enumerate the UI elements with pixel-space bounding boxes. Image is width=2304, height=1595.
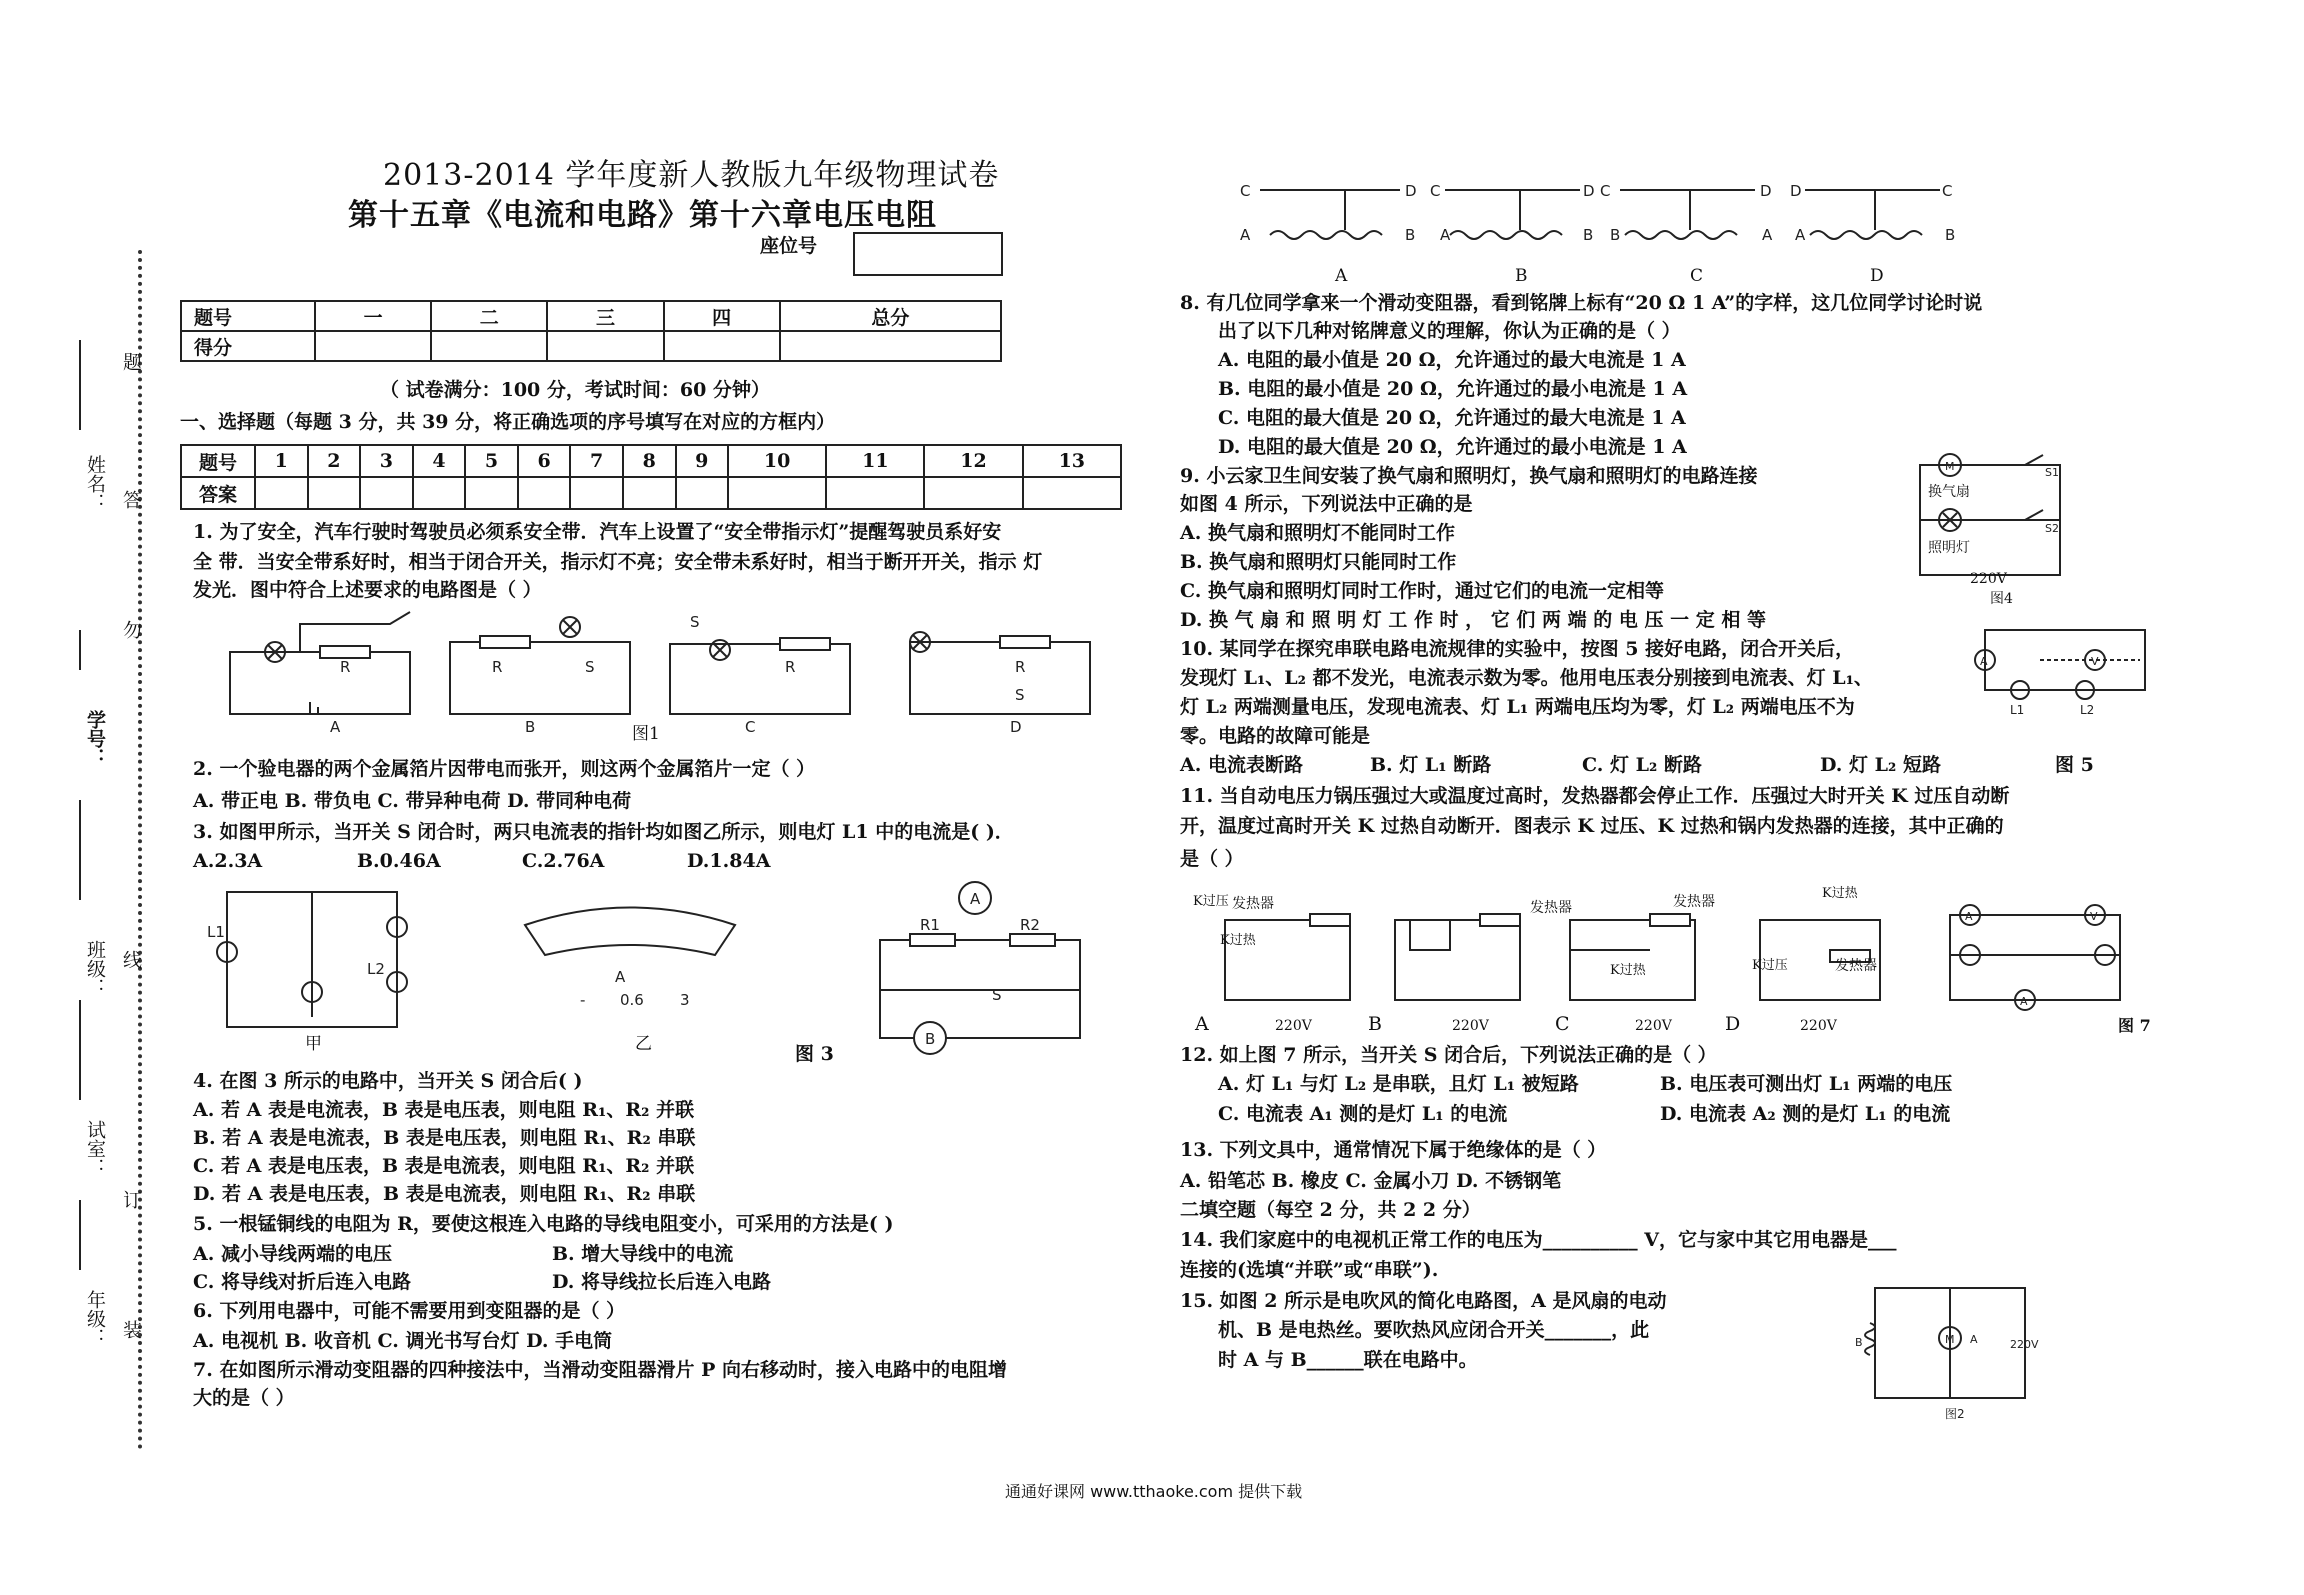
q5-text: 5. 一根锰铜线的电阻为 R，要使这根连入电路的导线电阻变小，可采用的方法是( ) [193, 1213, 894, 1235]
svg-text:-: - [580, 991, 586, 1009]
fig-jia-label: 甲 [305, 1034, 322, 1054]
svg-text:A: A [1980, 655, 1988, 668]
svg-text:B: B [1610, 226, 1621, 244]
q4-option: C. 若 A 表是电压表，B 表是电流表，则电阻 R₁、R₂ 并联 [193, 1155, 695, 1177]
svg-text:C: C [1240, 182, 1251, 200]
fig4-voltage: 220V [1970, 571, 2007, 587]
svg-text:A: A [1440, 226, 1451, 244]
q8-option: A. 电阻的最小值是 20 Ω，允许通过的最大电流是 1 A [1218, 349, 1686, 371]
k-over-label: K过压 [1752, 958, 1788, 973]
side-class: 班级： [84, 940, 106, 997]
q11-text: 开，温度过高时开关 K 过热自动断开．图表示 K 过压、K 过热和锅内发热器的连接，其中正确的 [1180, 815, 2004, 837]
q9-option: C. 换气扇和照明灯同时工作时，通过它们的电流一定相等 [1180, 580, 1665, 602]
answer-cell[interactable] [826, 477, 924, 509]
rheostat-c [1600, 182, 1773, 244]
svg-text:C: C [1430, 182, 1441, 200]
fig-yi-meter [520, 905, 740, 1015]
q9-option: D. 换 气 扇 和 照 明 灯 工 作 时 ， 它 们 两 端 的 电 压 一 定 相 等 [1180, 609, 1766, 631]
svg-text:R1: R1 [920, 916, 940, 934]
svg-text:C: C [1600, 182, 1611, 200]
svg-text:C: C [745, 718, 756, 736]
q12-option: B. 电压表可测出灯 L₁ 两端的电压 [1660, 1073, 1953, 1095]
q3-text: 3. 如图甲所示，当开关 S 闭合时，两只电流表的指针均如图乙所示，则电灯 L1 中的电流是( )． [193, 821, 1014, 843]
q12-text: 12. 如上图 7 所示，当开关 S 闭合后，下列说法正确的是（ ） [1180, 1044, 1717, 1066]
rheostat-d [1790, 182, 1955, 244]
svg-text:D: D [1583, 182, 1595, 200]
q10-text: 10. 某同学在探究串联电路电流规律的实验中，按图 5 接好电路，闭合开关后， [1180, 638, 1855, 660]
fig5-circuit [1980, 620, 2150, 720]
answer-cell[interactable] [413, 477, 466, 509]
score-header: 题号 [181, 301, 315, 331]
svg-text:B: B [525, 718, 536, 736]
q2-text: 2. 一个验电器的两个金属箔片因带电而张开，则这两个金属箔片一定（ ） [193, 758, 816, 780]
q5-option: A. 减小导线两端的电压 [193, 1243, 392, 1265]
q8-option: C. 电阻的最大值是 20 Ω，允许通过的最大电流是 1 A [1218, 407, 1686, 429]
q11-text: 是（ ） [1180, 848, 1244, 870]
fig4-lamp-label: 照明灯 [1928, 540, 1970, 556]
svg-text:B: B [1583, 226, 1594, 244]
answer-cell[interactable] [623, 477, 676, 509]
q8-text: 出了以下几种对铭牌意义的理解，你认为正确的是（ ） [1218, 320, 1681, 342]
answer-num: 10 [728, 445, 826, 477]
side-hall: 试室： [84, 1120, 106, 1177]
score-table [180, 300, 1002, 362]
q9-text: 如图 4 所示，下列说法中正确的是 [1180, 493, 1473, 515]
fig5-label: 图 5 [2055, 754, 2094, 776]
q6-text: 6. 下列用电器中，可能不需要用到变阻器的是（ ） [193, 1300, 626, 1322]
answer-cell[interactable] [728, 477, 826, 509]
svg-text:A: A [1762, 226, 1773, 244]
voltage-label: 220V [1800, 1018, 1837, 1034]
heater-label: 发热器 [1232, 896, 1274, 912]
q10-text: 零。电路的故障可能是 [1180, 725, 1371, 747]
score-header: 总分 [780, 301, 1001, 331]
q15-text: 时 A 与 B______联在电路中。 [1218, 1349, 1478, 1371]
k-heat-label: K过热 [1610, 963, 1646, 978]
q3-option: D.1.84A [687, 850, 771, 872]
q5-option: B. 增大导线中的电流 [552, 1243, 734, 1265]
answer-cell[interactable] [255, 477, 308, 509]
svg-text:220V: 220V [2010, 1338, 2039, 1351]
svg-text:R: R [785, 658, 796, 676]
svg-text:L1: L1 [2010, 703, 2025, 717]
svg-text:A: A [2020, 995, 2028, 1008]
q4-option: D. 若 A 表是电压表，B 表是电流表，则电阻 R₁、R₂ 串联 [193, 1183, 696, 1205]
answer-num: 13 [1023, 445, 1121, 477]
answer-num: 2 [308, 445, 361, 477]
q9-text: 9. 小云家卫生间安装了换气扇和照明灯，换气扇和照明灯的电路连接 [1180, 465, 1758, 487]
svg-text:S1: S1 [2045, 466, 2059, 479]
fig4-label: 图4 [1990, 591, 2013, 607]
k-heat-label: K过热 [1220, 933, 1256, 948]
q5-option: C. 将导线对折后连入电路 [193, 1271, 412, 1293]
q8-option: D. 电阻的最大值是 20 Ω，允许通过的最小电流是 1 A [1218, 436, 1687, 458]
circuit-c [670, 613, 850, 736]
section2-heading: 二填空题（每空 2 分，共 2 2 分） [1180, 1199, 1481, 1221]
fig1-label: 图1 [632, 724, 660, 744]
q1-text: 全 带．当安全带系好时，相当于闭合开关，指示灯不亮；安全带未系好时，相当于断开开关，指示 灯 [193, 551, 1043, 573]
svg-text:A: A [1965, 910, 1973, 923]
answer-cell[interactable] [1023, 477, 1121, 509]
seal-char: 答 [120, 490, 142, 509]
circuit-d [910, 632, 1090, 736]
circuit-a [230, 612, 410, 736]
answer-header: 题号 [181, 445, 255, 477]
answer-cell[interactable] [676, 477, 729, 509]
q8-text: 8. 有几位同学拿来一个滑动变阻器，看到铭牌上标有“20 Ω 1 A”的字样，这几位同学讨论时说 [1180, 292, 1983, 314]
fig4-fan-label: 换气扇 [1928, 484, 1970, 500]
score-cell[interactable] [780, 331, 1001, 361]
circuit-b [450, 617, 630, 736]
svg-text:B: B [925, 1030, 936, 1048]
q4-text: 4. 在图 3 所示的电路中，当开关 S 闭合后( ) [193, 1070, 583, 1092]
voltage-label: 220V [1275, 1018, 1312, 1034]
seal-char: 勿 [120, 620, 142, 639]
score-cell[interactable] [315, 331, 431, 361]
rheostat-label: A [1335, 266, 1348, 286]
svg-text:L2: L2 [367, 960, 385, 978]
seal-char: 装 [120, 1320, 142, 1339]
answer-cell[interactable] [924, 477, 1022, 509]
score-header: 二 [431, 301, 547, 331]
rheostat-label: B [1515, 266, 1528, 286]
q14-text: 连接的(选填“并联”或“串联”). [1180, 1259, 1439, 1281]
q12-option: D. 电流表 A₂ 测的是灯 L₁ 的电流 [1660, 1103, 1951, 1125]
q3-option: A.2.3A [193, 850, 263, 872]
svg-text:D: D [1405, 182, 1417, 200]
score-cell[interactable] [664, 331, 780, 361]
answer-num: 3 [360, 445, 413, 477]
answer-num: 1 [255, 445, 308, 477]
svg-text:D: D [1790, 182, 1802, 200]
svg-text:A: A [970, 890, 981, 908]
answer-num: 12 [924, 445, 1022, 477]
svg-text:S: S [992, 986, 1002, 1004]
q2-options: A. 带正电 B. 带负电 C. 带异种电荷 D. 带同种电荷 [193, 790, 632, 812]
svg-text:R: R [340, 658, 351, 676]
q12-option: C. 电流表 A₁ 测的是灯 L₁ 的电流 [1218, 1103, 1508, 1125]
q11-option-c: C [1555, 1013, 1570, 1035]
fig7-circuit [1945, 900, 2145, 1010]
seal-char: 题 [120, 352, 142, 371]
q3-option: B.0.46A [357, 850, 441, 872]
answer-header: 答案 [181, 477, 255, 509]
svg-text:S: S [690, 613, 700, 631]
fig-rheostats [1240, 170, 1970, 270]
svg-text:V: V [2090, 910, 2098, 923]
side-grade: 年级： [84, 1290, 106, 1347]
score-header: 一 [315, 301, 431, 331]
svg-text:M: M [1945, 460, 1955, 473]
svg-text:S2: S2 [2045, 522, 2059, 535]
answer-cell[interactable] [518, 477, 571, 509]
q14-text: 14. 我们家庭中的电视机正常工作的电压为__________ V，它与家中其它用电器是___ [1180, 1229, 1897, 1251]
svg-text:B: B [1945, 226, 1956, 244]
score-row-label: 得分 [181, 331, 315, 361]
svg-text:S: S [585, 658, 595, 676]
svg-text:D: D [1760, 182, 1772, 200]
q1-text: 发光．图中符合上述要求的电路图是（ ） [193, 579, 542, 601]
svg-text:L2: L2 [2080, 703, 2095, 717]
svg-text:C: C [1942, 182, 1953, 200]
fig-yi-label: 乙 [635, 1034, 652, 1054]
footer-credit: 通通好课网 www.tthaoke.com 提供下载 [1005, 1482, 1303, 1501]
fig3-label: 图 3 [795, 1043, 834, 1065]
answer-num: 9 [676, 445, 729, 477]
q15-text: 15. 如图 2 所示是电吹风的简化电路图，A 是风扇的电动 [1180, 1290, 1667, 1312]
q10-option: C. 灯 L₂ 断路 [1582, 754, 1702, 776]
svg-text:图2: 图2 [1945, 1407, 1965, 1421]
answer-num: 4 [413, 445, 466, 477]
rheostat-label: C [1690, 266, 1704, 286]
answer-num: 8 [623, 445, 676, 477]
fig7-label: 图 7 [2118, 1016, 2151, 1035]
page-title: 2013-2014 学年度新人教版九年级物理试卷 [383, 158, 1000, 193]
side-number: 学号： [84, 710, 106, 767]
fig3-circuit [870, 880, 1090, 1060]
seal-char: 线 [120, 950, 142, 969]
voltage-label: 220V [1452, 1018, 1489, 1034]
svg-text:A: A [1795, 226, 1806, 244]
circuit-11b [1395, 914, 1520, 1000]
q8-option: B. 电阻的最小值是 20 Ω，允许通过的最小电流是 1 A [1218, 378, 1688, 400]
answer-num: 11 [826, 445, 924, 477]
svg-text:A: A [1240, 226, 1251, 244]
answer-cell[interactable] [360, 477, 413, 509]
section1-heading: 一、选择题（每题 3 分，共 39 分，将正确选项的序号填写在对应的方框内） [180, 411, 836, 433]
q13-text: 13. 下列文具中，通常情况下属于绝缘体的是（ ） [1180, 1139, 1607, 1161]
score-cell[interactable] [431, 331, 547, 361]
exam-info: （ 试卷满分：100 分，考试时间：60 分钟） [380, 379, 770, 401]
answer-num: 6 [518, 445, 571, 477]
seat-label: 座位号 [760, 235, 818, 257]
svg-text:A: A [615, 968, 626, 986]
svg-text:0.6: 0.6 [620, 991, 644, 1009]
q10-option: B. 灯 L₁ 断路 [1370, 754, 1492, 776]
q1-text: 1. 为了安全，汽车行驶时驾驶员必须系安全带．汽车上设置了“安全带指示灯”提醒驾驶员系好安 [193, 521, 1002, 543]
svg-text:D: D [1010, 718, 1022, 736]
rheostat-b [1430, 182, 1595, 244]
answer-cell[interactable] [465, 477, 518, 509]
seal-char: 订 [120, 1190, 142, 1209]
q13-options: A. 铅笔芯 B. 橡皮 C. 金属小刀 D. 不锈钢笔 [1180, 1170, 1562, 1192]
fig-jia-circuit [207, 882, 412, 1032]
svg-text:B: B [1855, 1336, 1863, 1349]
answer-num: 5 [465, 445, 518, 477]
score-cell[interactable] [547, 331, 663, 361]
heater-label: 发热器 [1673, 894, 1715, 910]
rheostat-a [1240, 182, 1417, 244]
q11-option-a: A [1195, 1013, 1209, 1035]
q11-option-b: B [1368, 1013, 1382, 1035]
answer-table [180, 444, 1122, 510]
q10-text: 发现灯 L₁、L₂ 都不发光，电流表示数为零。他用电压表分别接到电流表、灯 L₁、 [1180, 667, 1873, 689]
page-subtitle: 第十五章《电流和电路》第十六章电压电阻 [348, 198, 937, 233]
svg-text:L1: L1 [207, 923, 225, 941]
heater-label: 发热器 [1835, 958, 1877, 974]
q4-option: A. 若 A 表是电流表，B 表是电压表，则电阻 R₁、R₂ 并联 [193, 1099, 695, 1121]
svg-text:R: R [1015, 658, 1026, 676]
svg-text:S: S [1015, 686, 1025, 704]
q10-text: 灯 L₂ 两端测量电压，发现电流表、灯 L₁ 两端电压均为零，灯 L₂ 两端电压不为 [1180, 696, 1855, 718]
score-header: 三 [547, 301, 663, 331]
q12-option: A. 灯 L₁ 与灯 L₂ 是串联，且灯 L₁ 被短路 [1218, 1073, 1579, 1095]
seat-box[interactable] [853, 232, 1003, 276]
q3-option: C.2.76A [522, 850, 605, 872]
q6-options: A. 电视机 B. 收音机 C. 调光书写台灯 D. 手电筒 [193, 1330, 613, 1352]
svg-text:R2: R2 [1020, 916, 1040, 934]
heater-label: 发热器 [1530, 900, 1572, 916]
svg-text:A: A [1970, 1333, 1978, 1346]
svg-text:3: 3 [680, 991, 690, 1009]
q11-option-d: D [1725, 1013, 1741, 1035]
voltage-label: 220V [1635, 1018, 1672, 1034]
side-name: 姓名： [84, 455, 106, 512]
q10-option: D. 灯 L₂ 短路 [1820, 754, 1941, 776]
q4-option: B. 若 A 表是电流表，B 表是电压表，则电阻 R₁、R₂ 串联 [193, 1127, 696, 1149]
svg-text:R: R [492, 658, 503, 676]
answer-cell[interactable] [308, 477, 361, 509]
q7-text: 7. 在如图所示滑动变阻器的四种接法中，当滑动变阻器滑片 P 向右移动时，接入电路中的电阻增 [193, 1359, 1007, 1381]
q7-text: 大的是（ ） [193, 1387, 295, 1409]
score-header: 四 [664, 301, 780, 331]
answer-num: 7 [570, 445, 623, 477]
svg-text:M: M [1945, 1333, 1955, 1346]
q10-option: A. 电流表断路 [1180, 754, 1303, 776]
svg-text:B: B [1405, 226, 1416, 244]
svg-text:A: A [330, 718, 341, 736]
q9-option: A. 换气扇和照明灯不能同时工作 [1180, 522, 1455, 544]
svg-text:V: V [2091, 655, 2099, 668]
binding-line [138, 250, 142, 1450]
fig2-circuit [1855, 1268, 2060, 1421]
rheostat-label: D [1870, 266, 1884, 286]
k-over-label: K过压 [1193, 894, 1229, 909]
q5-option: D. 将导线拉长后连入电路 [552, 1271, 772, 1293]
q11-text: 11. 当自动电压力锅压强过大或温度过高时，发热器都会停止工作．压强过大时开关 K 过压自动断 [1180, 785, 2010, 807]
answer-cell[interactable] [570, 477, 623, 509]
q15-text: 机、B 是电热丝。要吹热风应闭合开关_______，此 [1218, 1319, 1650, 1341]
side-blanks [70, 340, 90, 1440]
q9-option: B. 换气扇和照明灯只能同时工作 [1180, 551, 1457, 573]
k-heat-label: K过热 [1822, 886, 1858, 901]
